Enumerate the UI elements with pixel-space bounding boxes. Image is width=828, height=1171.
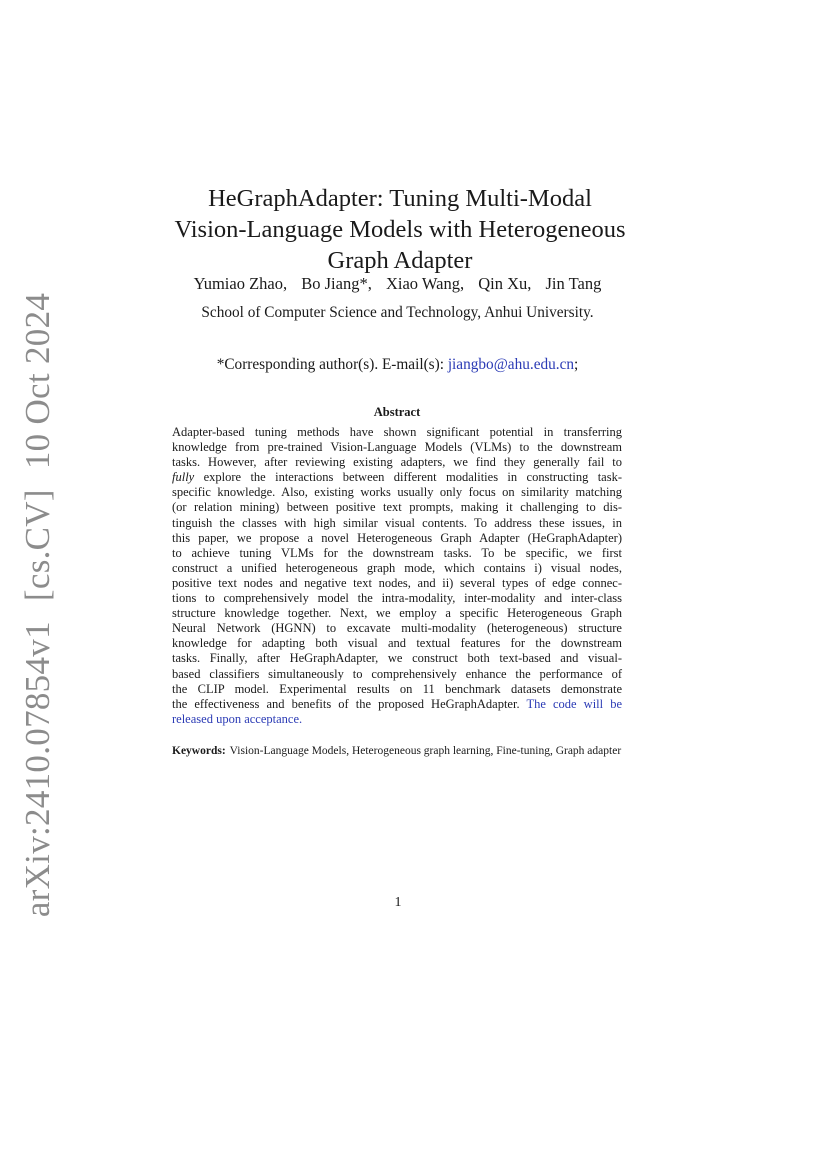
abstract-line: this paper, we propose a novel Heterogeneous Graph Adapter (HeGraphAdapter): [172, 530, 622, 545]
title-line-2: Vision-Language Models with Heterogeneous: [174, 216, 626, 243]
abstract-heading: Abstract: [373, 405, 421, 419]
abstract-line: structure knowledge together. Next, we employ a specific Heterogeneous Graph: [172, 606, 622, 621]
keywords-label: Keywords:: [172, 745, 226, 757]
abstract-line: construct a unified heterogeneous graph mode, which contains i) visual nodes,: [172, 560, 622, 575]
page-number: 1: [394, 895, 402, 910]
corresponding-author-note: [150, 354, 645, 376]
arxiv-identifier-stamp: [18, 293, 58, 917]
abstract-line: tions to comprehensively model the intra-modality, inter-modality and inter-class: [172, 591, 622, 606]
abstract-line: [172, 697, 622, 712]
author-name: Qin Xu,: [478, 274, 532, 293]
abstract-line: Adapter-based tuning methods have shown significant potential in transferring: [172, 425, 622, 439]
paper-title: [150, 183, 650, 276]
abstract-line: Neural Network (HGNN) to excavate multi-modality (heterogeneous) structure: [172, 621, 622, 636]
abstract-body: [172, 425, 622, 727]
abstract-line: tasks. However, after reviewing existing adapters, we find they generally fail to: [172, 455, 622, 470]
author-name: Yumiao Zhao,: [193, 274, 288, 293]
abstract-line: to achieve tuning VLMs for the downstream tasks. To be specific, we first: [172, 545, 622, 560]
abstract-line: the CLIP model. Experimental results on 11 benchmark datasets demonstrate: [172, 681, 622, 696]
abstract-line: positive text nodes and negative text nodes, and ii) several types of edge connec-: [172, 575, 622, 590]
abstract-line: tinguish the classes with high similar visual contents. To address these issues, in: [172, 515, 622, 530]
correspondence-suffix: ;: [574, 356, 579, 373]
abstract-line: tasks. Finally, after HeGraphAdapter, we construct both text-based and visual-: [172, 651, 622, 666]
abstract-line: (or relation mining) between positive text prompts, making it challenging to dis-: [172, 500, 622, 515]
keywords-text: Vision-Language Models, Heterogeneous graph learning, Fine-tuning, Graph adapter: [229, 745, 622, 757]
correspondence-prefix: *Corresponding author(s). E-mail(s):: [216, 356, 444, 373]
abstract-line: based classifiers simultaneously to comprehensively enhance the performance of: [172, 666, 622, 681]
abstract-line-text: explore the interactions between different modalities in constructing task-: [203, 470, 622, 485]
author-name: Bo Jiang*,: [301, 274, 372, 293]
arxiv-date: 10 Oct 2024: [18, 292, 57, 470]
code-release-link[interactable]: The code will be: [526, 696, 623, 711]
author-list: [150, 273, 645, 295]
arxiv-category: [cs.CV]: [18, 489, 57, 602]
title-line-3: Graph Adapter: [327, 247, 473, 274]
title-line-1: HeGraphAdapter: Tuning Multi-Modal: [208, 185, 592, 212]
abstract-line: knowledge from pre-trained Vision-Language Models (VLMs) to the downstream: [172, 440, 622, 455]
abstract-line: specific knowledge. Also, existing works usually only focus on similarity matching: [172, 485, 622, 500]
author-name: Jin Tang: [545, 274, 602, 293]
abstract-line: [172, 470, 622, 485]
code-release-link-continued[interactable]: released upon acceptance.: [172, 711, 303, 726]
abstract-line: knowledge for adapting both visual and textual features for the downstream: [172, 636, 622, 651]
affiliation: School of Computer Science and Technology, Anhui University.: [201, 304, 594, 321]
author-name: Xiao Wang,: [385, 274, 465, 293]
arxiv-id: arXiv:2410.07854v1: [18, 621, 57, 918]
abstract-line-text: the effectiveness and benefits of the proposed HeGraphAdapter.: [172, 696, 520, 711]
abstract-italic-word: fully: [172, 470, 195, 485]
keywords: [172, 744, 622, 759]
email-link[interactable]: jiangbo@ahu.edu.cn: [447, 356, 575, 373]
